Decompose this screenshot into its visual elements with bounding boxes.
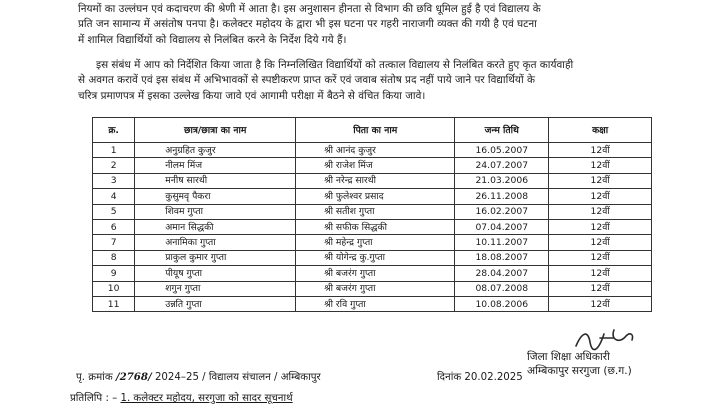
- header-class: कक्षा: [549, 118, 652, 143]
- cell-dob: 16.05.2007: [455, 143, 549, 158]
- cell-dob: 28.04.2007: [455, 266, 549, 281]
- table-row: [93, 296, 652, 311]
- cell-dob: 21.03.2006: [455, 173, 549, 188]
- paragraph-disciplinary-notice: [78, 0, 676, 48]
- table-row: [93, 266, 652, 281]
- cell-dob: 24.07.2007: [455, 158, 549, 173]
- cell-serial: 4: [93, 189, 135, 204]
- cell-father-name: श्री बजरंग गुप्ता: [296, 266, 455, 281]
- cell-serial: 10: [93, 281, 135, 296]
- reference-suffix: 2024–25 / विद्यालय संचालन / अम्बिकापुर: [154, 372, 321, 383]
- table-row: [93, 158, 652, 173]
- cell-serial: 8: [93, 250, 135, 265]
- header-father-name: पिता का नाम: [296, 118, 455, 143]
- cell-class: 12वीं: [549, 296, 652, 311]
- cell-father-name: श्री महेन्द्र गुप्ता: [296, 235, 455, 250]
- table-row: [93, 235, 652, 250]
- paragraph-line: से अवगत करावें एवं इस संबंध में अभिभावकों से स्पष्टीकरण प्राप्त करें एवं जवाब संतोष प्रद नहीं पाये जाने पर विद्यार्थियों के: [78, 74, 535, 87]
- cell-class: 12वीं: [549, 266, 652, 281]
- cell-dob: 16.02.2007: [455, 204, 549, 219]
- reference-handwritten-number: /2768/: [115, 371, 152, 383]
- table-row: [93, 281, 652, 296]
- paragraph-line: प्रति जन सामान्य में असंतोष पनपा है। कलेक्टर महोदय के द्वारा भी इस घटना पर गहरी नाराजगी व्यक्त की गयी है एवं घटना: [78, 18, 537, 31]
- date-value: 20.02.2025: [464, 372, 523, 383]
- table-row: [93, 250, 652, 265]
- table-row: [93, 189, 652, 204]
- cell-dob: 10.08.2006: [455, 296, 549, 311]
- cell-class: 12वीं: [549, 189, 652, 204]
- cell-dob: 07.04.2007: [455, 219, 549, 234]
- cell-class: 12वीं: [549, 204, 652, 219]
- signatory-designation: जिला शिक्षा अधिकारी: [527, 351, 610, 363]
- cell-student-name: उन्नति गुप्ता: [135, 296, 296, 311]
- cell-class: 12वीं: [549, 143, 652, 158]
- reference-prefix: पृ. क्रमांक: [76, 372, 113, 383]
- cell-serial: 1: [93, 143, 135, 158]
- cell-serial: 7: [93, 235, 135, 250]
- reference-number: [76, 369, 321, 383]
- cell-student-name: शिवम गुप्ता: [135, 204, 296, 219]
- cell-father-name: श्री सतीश गुप्ता: [296, 204, 455, 219]
- cell-class: 12वीं: [549, 250, 652, 265]
- header-serial: क्र.: [93, 118, 135, 143]
- cell-class: 12वीं: [549, 219, 652, 234]
- copy-to: प्रतिलिपि : – 1. कलेक्टर महोदय, सरगुजा को सादर सूचनार्थ: [70, 393, 293, 404]
- header-dob: जन्म तिथि: [455, 118, 549, 143]
- cell-father-name: श्री योगेन्द्र कु.गुप्ता: [296, 250, 455, 265]
- cell-student-name: अनुग्रहित कुजुर: [135, 143, 296, 158]
- date-label: दिनांक: [437, 372, 462, 383]
- cell-student-name: अमान सिद्धकी: [135, 219, 296, 234]
- students-table: [92, 117, 652, 312]
- paragraph-line: इस संबंध में आप को निर्देशित किया जाता है कि निम्नलिखित विद्यार्थियों को तत्काल विद्यालय से निलंबित करते हुए कृत कार्यवाही: [96, 59, 574, 71]
- paragraph-line: चरित्र प्रमाणपत्र में इसका उल्लेख किया जावे एवं आगामी परीक्षा में बैठने से वंचित किया जावे।: [78, 89, 426, 102]
- cell-student-name: शगुन गुप्ता: [135, 281, 296, 296]
- cell-student-name: प्राकुल कुमार गुप्ता: [135, 250, 296, 265]
- table-header-row: [93, 118, 652, 143]
- copy-item: 1. कलेक्टर महोदय, सरगुजा को सादर सूचनार्थ: [120, 393, 293, 404]
- copy-label: प्रतिलिपि :: [70, 393, 109, 404]
- cell-serial: 3: [93, 173, 135, 188]
- paragraph-line: नियमों का उल्लंघन एवं कदाचरण की श्रेणी में आता है। इस अनुशासन हीनता से विभाग की छवि धूमिल हुई है एवं विद्यालय के: [78, 3, 541, 15]
- cell-father-name: श्री राजेश मिंज: [296, 158, 455, 173]
- cell-serial: 2: [93, 158, 135, 173]
- table-row: [93, 143, 652, 158]
- cell-serial: 9: [93, 266, 135, 281]
- cell-father-name: श्री आनंद कुजुर: [296, 143, 455, 158]
- paragraph-instruction: [78, 58, 676, 104]
- cell-serial: 11: [93, 296, 135, 311]
- cell-dob: 10.11.2007: [455, 235, 549, 250]
- cell-father-name: श्री नरेन्द्र सारथी: [296, 173, 455, 188]
- cell-class: 12वीं: [549, 173, 652, 188]
- cell-student-name: नीलम मिंज: [135, 158, 296, 173]
- cell-student-name: पीयूष गुप्ता: [135, 266, 296, 281]
- cell-father-name: श्री बजरंग गुप्ता: [296, 281, 455, 296]
- cell-class: 12वीं: [549, 158, 652, 173]
- cell-father-name: श्री फुलेश्वर प्रसाद: [296, 189, 455, 204]
- cell-student-name: कुसुमवृ पैकरा: [135, 189, 296, 204]
- signatory-location: अम्बिकापुर सरगुजा (छ.ग.): [527, 365, 632, 377]
- cell-class: 12वीं: [549, 235, 652, 250]
- cell-serial: 6: [93, 219, 135, 234]
- table-row: [93, 219, 652, 234]
- signatory-block: [527, 350, 632, 378]
- table-row: [93, 204, 652, 219]
- cell-serial: 5: [93, 204, 135, 219]
- table-row: [93, 173, 652, 188]
- cell-dob: 18.08.2007: [455, 250, 549, 265]
- cell-father-name: श्री रवि गुप्ता: [296, 296, 455, 311]
- cell-student-name: मनीष सारथी: [135, 173, 296, 188]
- cell-dob: 26.11.2008: [455, 189, 549, 204]
- header-student-name: छात्र/छात्रा का नाम: [135, 118, 296, 143]
- cell-father-name: श्री सफीक सिद्धकी: [296, 219, 455, 234]
- cell-class: 12वीं: [549, 281, 652, 296]
- cell-dob: 08.07.2008: [455, 281, 549, 296]
- letter-date: [437, 369, 523, 383]
- cell-student-name: अनामिका गुप्ता: [135, 235, 296, 250]
- paragraph-line: में शामिल विद्यार्थियों को विद्यालय से निलंबित करने के निर्देश दिये गये हैं।: [78, 33, 347, 46]
